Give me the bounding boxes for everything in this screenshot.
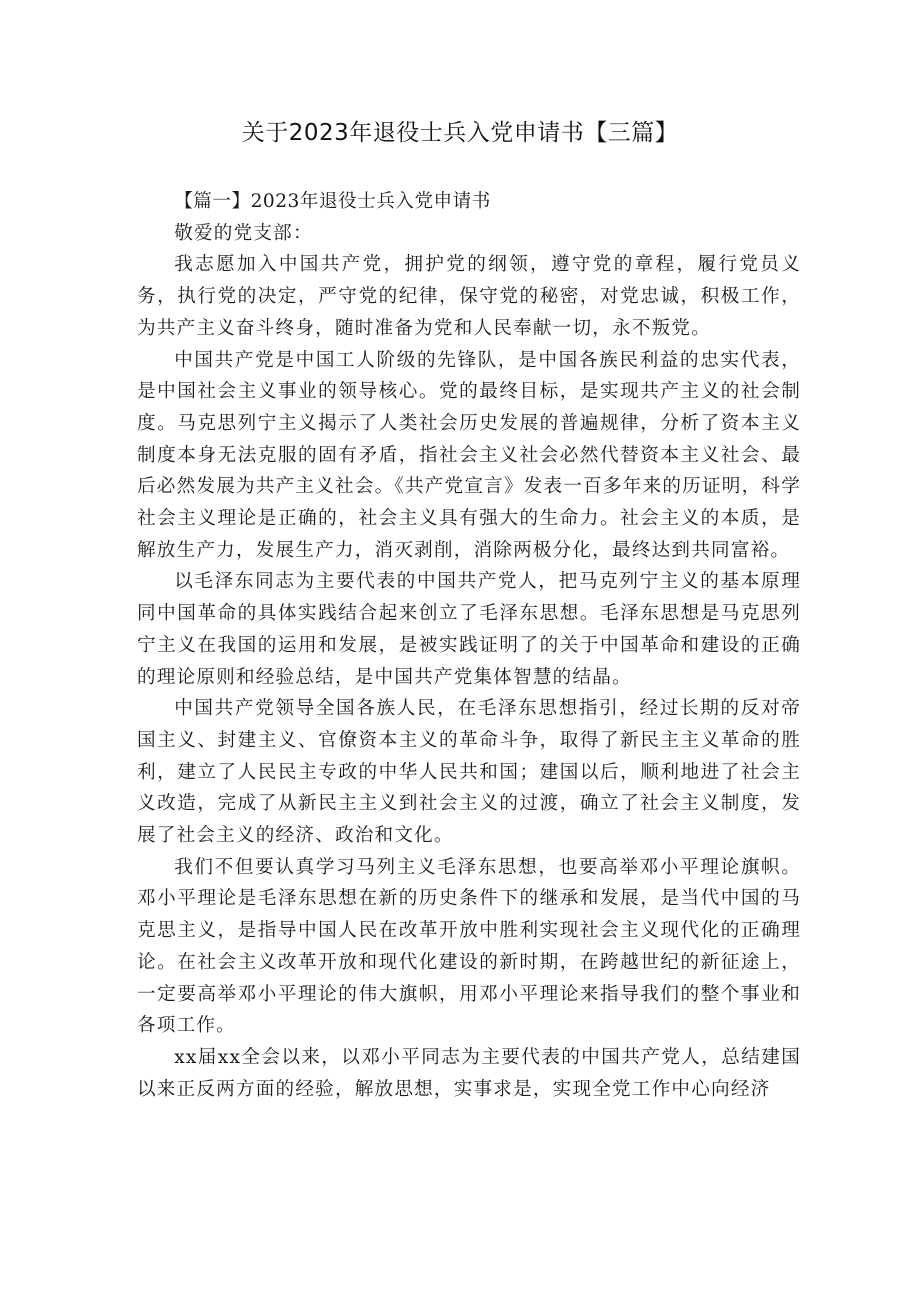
document-body xyxy=(137,186,801,1105)
paragraph-5: 我们不但要认真学习马列主义毛泽东思想，也要高举邓小平理论旗帜。邓小平理论是毛泽东思想在新的历史条件下的继承和发展，是当代中国的马克思主义，是指导中国人民在改革开放中胜利实现社会主义现代化的正确理论。在社会主义改革开放和现代化建设的新时期，在跨越世纪的新征途上，一定要高举邓小平理论的伟大旗帜，用邓小平理论来指导我们的整个事业和各项工作。 xyxy=(137,856,801,1037)
paragraph-1: 我志愿加入中国共产党，拥护党的纲领，遵守党的章程，履行党员义务，执行党的决定，严守党的纪律，保守党的秘密，对党忠诚，积极工作，为共产主义奋斗终身，随时准备为党和人民奉献一切，永不叛党。 xyxy=(137,254,801,339)
paragraph-2: 中国共产党是中国工人阶级的先锋队，是中国各族民利益的忠实代表，是中国社会主义事业的领导核心。党的最终目标，是实现共产主义的社会制度。马克思列宁主义揭示了人类社会历史发展的普遍规律，分析了资本主义制度本身无法克服的固有矛盾，指社会主义社会必然代替资本主义社会、最后必然发展为共产主义社会。《共产党宣言》发表一百多年来的历证明，科学社会主义理论是正确的，社会主义具有强大的生命力。社会主义的本质，是解放生产力，发展生产力，消灭剥削，消除两极分化，最终达到共同富裕。 xyxy=(137,349,801,561)
paragraph-3: 以毛泽东同志为主要代表的中国共产党人，把马克列宁主义的基本原理同中国革命的具体实践结合起来创立了毛泽东思想。毛泽东思想是马克思列宁主义在我国的运用和发展，是被实践证明了的关于中国革命和建设的正确的理论原则和经验总结，是中国共产党集体智慧的结晶。 xyxy=(137,571,801,688)
salutation: 敬爱的党支部： xyxy=(174,222,313,244)
paragraph-6: xx届xx全会以来，以邓小平同志为主要代表的中国共产党人，总结建国以来正反两方面的经验，解放思想，实事求是，实现全党工作中心向经济 xyxy=(137,1046,801,1100)
document-title: 关于2023年退役士兵入党申请书【三篇】 xyxy=(241,120,679,146)
paragraph-4: 中国共产党领导全国各族人民，在毛泽东思想指引，经过长期的反对帝国主义、封建主义、官僚资本主义的革命斗争，取得了新民主主义革命的胜利，建立了人民民主专政的中华人民共和国；建国以后，顺利地进了社会主义改造，完成了从新民主主义到社会主义的过渡，确立了社会主义制度，发展了社会主义的经济、政治和文化。 xyxy=(137,698,801,847)
section-heading: 【篇一】2023年退役士兵入党申请书 xyxy=(174,191,491,212)
